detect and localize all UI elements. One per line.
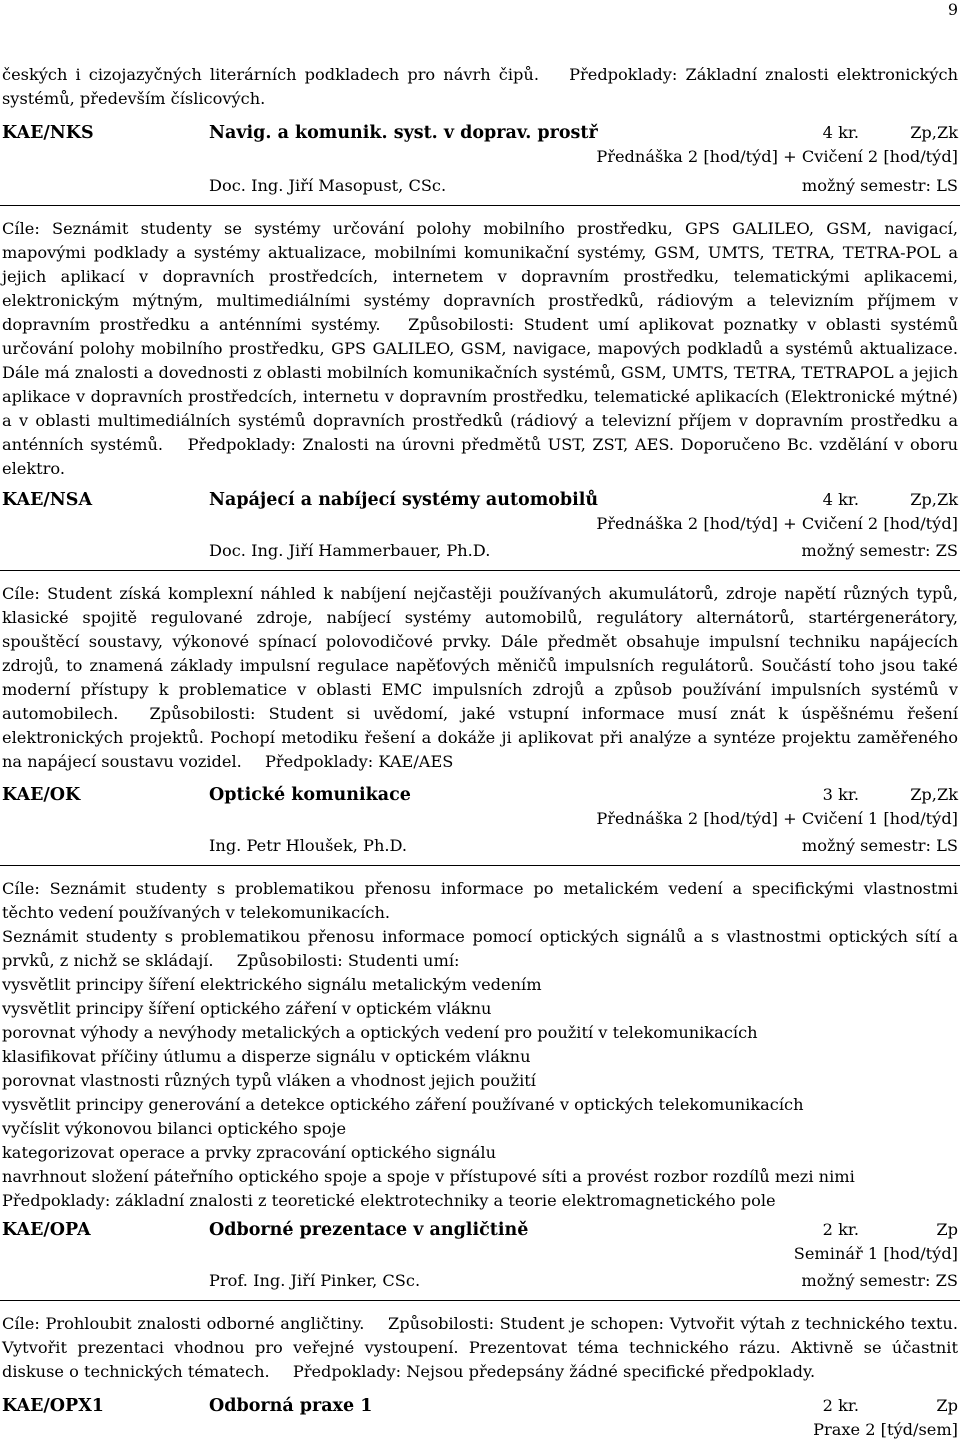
course-hours: Přednáška 2 [hod/týd] + Cvičení 2 [hod/týd] [596, 147, 958, 166]
course-code: KAE/OPX1 [2, 1396, 104, 1416]
course-goals: Cíle: Seznámit studenty se systémy určování polohy mobilního prostředku, GPS GALILEO, GSM, navigací, mapovými podklady a systémy aktualizace, mobilními komunikační systémy, GSM, UMTS, TETRA, TETRA-POL a jejich aplikací v dopravních prostředcích, internetem v dopravním prostředku, telematickými aplikacemi, elektronickým mýtným, multimediálními systémy dopravních prostředků, rádiovým a televizním příjmem v dopravním prostředku a anténními systémy. [2, 219, 958, 334]
course-divider [0, 1300, 960, 1301]
course-credits: 3 kr. [822, 785, 859, 804]
course-completion: Zp,Zk [910, 490, 958, 509]
course-description [2, 1312, 958, 1384]
skill-item: porovnat vlastnosti různých typů vláken a vhodnost jejich použití [2, 1071, 536, 1090]
course-prerequisites: Předpoklady: Znalosti na úrovni předmětů UST, ZST, AES. Doporučeno Bc. vzdělání v oboru elektro. [2, 435, 958, 478]
previous-course-continuation [2, 63, 958, 111]
course-goals-continued: Seznámit studenty s problematikou přenosu informace pomocí optických signálů a s vlastnostmi optických sítí a prvků, z nichž se skládají. [2, 927, 958, 970]
page-number: 9 [947, 0, 958, 19]
course-hours: Praxe 2 [týd/sem] [813, 1420, 958, 1439]
course-semester: možný semestr: LS [801, 836, 958, 855]
course-skills: Způsobilosti: Student umí aplikovat poznatky v oblasti systémů určování polohy mobilního prostředku, GPS GALILEO, GSM, navigace, mapových podkladů a systémů aktualizace. Dále má znalosti a dovednosti z oblasti mobilních komunikačních systémů, GSM, UMTS, TETRA, TETRAPOL a jejich aplikace v dopravních prostředcích, internetu v dopravním prostředku, telematické aplikacích (Elektronické mýtné) a v oblasti multimediálních systémů dopravních prostředků (rádiový a televizní příjem v dopravním prostředku a anténních systémů. [2, 315, 958, 454]
course-credits: 4 kr. [822, 123, 859, 142]
course-completion: Zp [936, 1220, 958, 1239]
skill-item: vysvětlit principy šíření elektrického signálu metalickým vedením [2, 975, 542, 994]
course-skills: Způsobilosti: Student je schopen: Vytvořit výtah z technického textu. Vytvořit prezentaci vhodnou pro veřejné vystoupení. Prezentovat téma technického rázu. Aktivně se účastnit diskuse o technických tématech. [2, 1314, 958, 1381]
course-semester: možný semestr: LS [801, 176, 958, 195]
course-semester: možný semestr: ZS [801, 541, 958, 560]
skill-item: porovnat výhody a nevýhody metalických a optických vedení pro použití v telekomunikacích [2, 1023, 758, 1042]
course-title: Odborná praxe 1 [209, 1396, 373, 1416]
continuation-prerequisites: Předpoklady: Základní znalosti elektronických systémů, především číslicových. [2, 65, 958, 108]
course-hours: Přednáška 2 [hod/týd] + Cvičení 1 [hod/týd] [596, 809, 958, 828]
course-kae-opx1 [0, 1394, 960, 1439]
course-hours: Přednáška 2 [hod/týd] + Cvičení 2 [hod/týd] [596, 514, 958, 533]
course-divider [0, 570, 960, 571]
course-title: Odborné prezentace v angličtině [209, 1220, 529, 1240]
skill-item: vysvětlit principy generování a detekce optického záření používané v optických telekomunikacích [2, 1095, 804, 1114]
skill-item: kategorizovat operace a prvky zpracování optického signálu [2, 1143, 497, 1162]
course-credits: 2 kr. [822, 1396, 859, 1415]
course-credits: 2 kr. [822, 1220, 859, 1239]
course-code: KAE/NKS [2, 123, 94, 143]
course-description [2, 877, 958, 1213]
course-title: Navig. a komunik. syst. v doprav. prostř [209, 123, 598, 143]
course-kae-ok [0, 783, 960, 1210]
skill-item: klasifikovat příčiny útlumu a disperze signálu v optickém vláknu [2, 1047, 531, 1066]
course-skills-intro: Způsobilosti: Studenti umí: [236, 951, 460, 970]
course-goals: Cíle: Student získá komplexní náhled k nabíjení nejčastěji používaných akumulátorů, zdroje napětí různých typů, klasické spojitě regulované zdroje, nabíjecí systémy automobilů, regulátory alternátorů, startérgenerátory, spouštěcí soustavy, výkonové spínací polovodičové prvky. Dále předmět obsahuje impulsní techniku napájecích zdrojů, to znamená základy impulsní regulace napěťových měničů impulsních regulátorů. Součástí toho jsou také moderní přístupy k problematice v oblasti EMC impulsních zdrojů a způsob používání impulsních systémů v automobilech. [2, 584, 958, 723]
course-divider [0, 865, 960, 866]
course-completion: Zp,Zk [910, 123, 958, 142]
course-teacher: Doc. Ing. Jiří Masopust, CSc. [209, 176, 447, 195]
course-title: Napájecí a nabíjecí systémy automobilů [209, 490, 599, 510]
course-prerequisites: Předpoklady: KAE/AES [264, 752, 454, 771]
course-code: KAE/OK [2, 785, 81, 805]
course-description [2, 582, 958, 774]
continuation-text: českých i cizojazyčných literárních podkladech pro návrh čipů. [2, 65, 539, 84]
course-description [2, 217, 958, 481]
course-completion: Zp [936, 1396, 958, 1415]
course-divider [0, 205, 960, 206]
course-title: Optické komunikace [209, 785, 411, 805]
course-kae-opa [0, 1218, 960, 1381]
course-teacher: Ing. Petr Hloušek, Ph.D. [209, 836, 408, 855]
course-teacher: Prof. Ing. Jiří Pinker, CSc. [209, 1271, 421, 1290]
course-skills: Způsobilosti: Student si uvědomí, jaké vstupní informace musí znát k úspěšnému řešení elektronických projektů. Pochopí metodiku řešení a dokáže ji aplikovat při analýze a syntéze projektu zaměřeného na napájecí soustavu vozidel. [2, 704, 958, 771]
course-goals: Cíle: Prohloubit znalosti odborné angličtiny. [2, 1314, 365, 1333]
skill-item: navrhnout složení páteřního optického spoje a spoje v přístupové síti a provést rozbor rozdílů mezi nimi [2, 1167, 855, 1186]
course-code: KAE/OPA [2, 1220, 91, 1240]
course-semester: možný semestr: ZS [801, 1271, 958, 1290]
course-prerequisites: Předpoklady: Nejsou předepsány žádné specifické předpoklady. [292, 1362, 816, 1381]
skill-item: vysvětlit principy šíření optického záření v optickém vláknu [2, 999, 492, 1018]
skill-item: vyčíslit výkonovou bilanci optického spoje [2, 1119, 347, 1138]
course-hours: Seminář 1 [hod/týd] [793, 1244, 958, 1263]
course-goals: Cíle: Seznámit studenty s problematikou přenosu informace po metalickém vedení a specifickými vlastnostmi těchto vedení používaných v telekomunikacích. [2, 879, 958, 922]
course-code: KAE/NSA [2, 490, 93, 510]
course-teacher: Doc. Ing. Jiří Hammerbauer, Ph.D. [209, 541, 491, 560]
course-prerequisites: Předpoklady: základní znalosti z teoretické elektrotechniky a teorie elektromagnetického pole [2, 1191, 776, 1210]
course-completion: Zp,Zk [910, 785, 958, 804]
course-kae-nsa [0, 488, 960, 771]
course-credits: 4 kr. [822, 490, 859, 509]
course-kae-nks [0, 121, 960, 478]
